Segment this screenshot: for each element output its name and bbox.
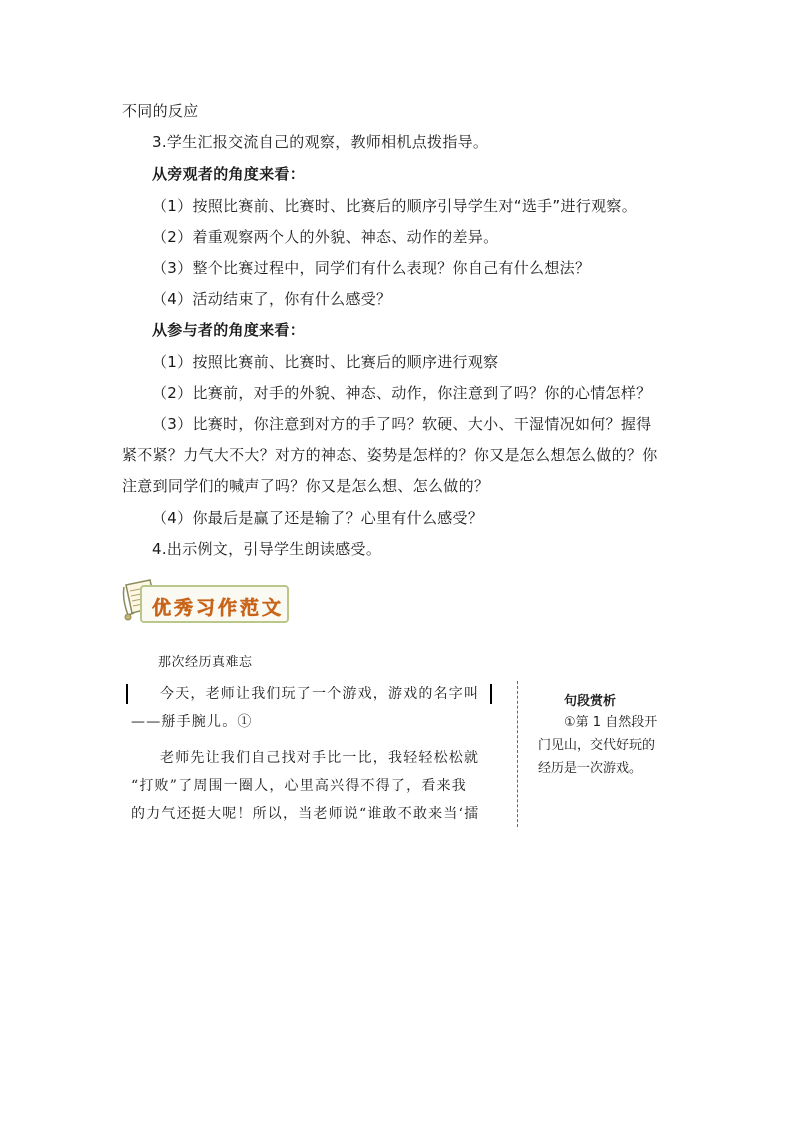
essay-title: 那次经历真难忘 <box>158 655 253 670</box>
step-3: 3.学生汇报交流自己的观察，教师相机点拨指导。 <box>152 133 489 151</box>
essay-line: 的力气还挺大呢！所以，当老师说“谁敢不敢来当‘擂 <box>131 806 480 822</box>
left-margin-bar <box>126 684 128 704</box>
essay-line: “打败”了周围一圈人，心里高兴得不得了，看来我 <box>131 778 467 794</box>
right-margin-bar <box>490 684 492 704</box>
observer-item: （4）活动结束了，你有什么感受？ <box>152 290 392 308</box>
participant-item: （4）你最后是赢了还是输了？心里有什么感受？ <box>152 509 484 527</box>
banner-title: 优秀习作范文 <box>152 597 285 619</box>
sidebar-line: 经历是一次游戏。 <box>538 761 643 776</box>
participant-heading: 从参与者的角度来看： <box>152 321 306 339</box>
observer-item: （2）着重观察两个人的外貌、神态、动作的差异。 <box>152 228 499 246</box>
essay-line: ——掰手腕儿。① <box>131 714 253 730</box>
participant-item: （2）比赛前，对手的外貌、神态、动作，你注意到了吗？你的心情怎样？ <box>152 384 652 402</box>
participant-item-3-line: 注意到同学们的喊声了吗？你又是怎么想、怎么做的？ <box>122 477 490 495</box>
sidebar-line: ①第 1 自然段开 <box>564 715 658 730</box>
sidebar-title: 句段赏析 <box>564 694 617 709</box>
observer-item: （1）按照比赛前、比赛时、比赛后的顺序引导学生对“选手”进行观察。 <box>152 197 637 215</box>
continuation-line: 不同的反应 <box>122 102 199 120</box>
participant-item-3-line: 紧不紧？力气大不大？对方的神态、姿势是怎样的？你又是怎么想怎么做的？你 <box>122 446 658 464</box>
observer-heading: 从旁观者的角度来看： <box>152 165 306 183</box>
sidebar-line: 门见山，交代好玩的 <box>538 738 656 753</box>
dashed-divider <box>517 681 518 827</box>
section-banner <box>120 575 288 627</box>
observer-item: （3）整个比赛过程中，同学们有什么表现？你自己有什么想法？ <box>152 259 591 277</box>
step-4: 4.出示例文，引导学生朗读感受。 <box>152 540 382 558</box>
participant-item-3-line: （3）比赛时，你注意到对方的手了吗？软硬、大小、干湿情况如何？握得 <box>152 415 652 433</box>
essay-line: 老师先让我们自己找对手比一比，我轻轻松松就 <box>160 750 480 766</box>
participant-item: （1）按照比赛前、比赛时、比赛后的顺序进行观察 <box>152 353 499 371</box>
essay-line: 今天，老师让我们玩了一个游戏，游戏的名字叫 <box>160 686 480 702</box>
